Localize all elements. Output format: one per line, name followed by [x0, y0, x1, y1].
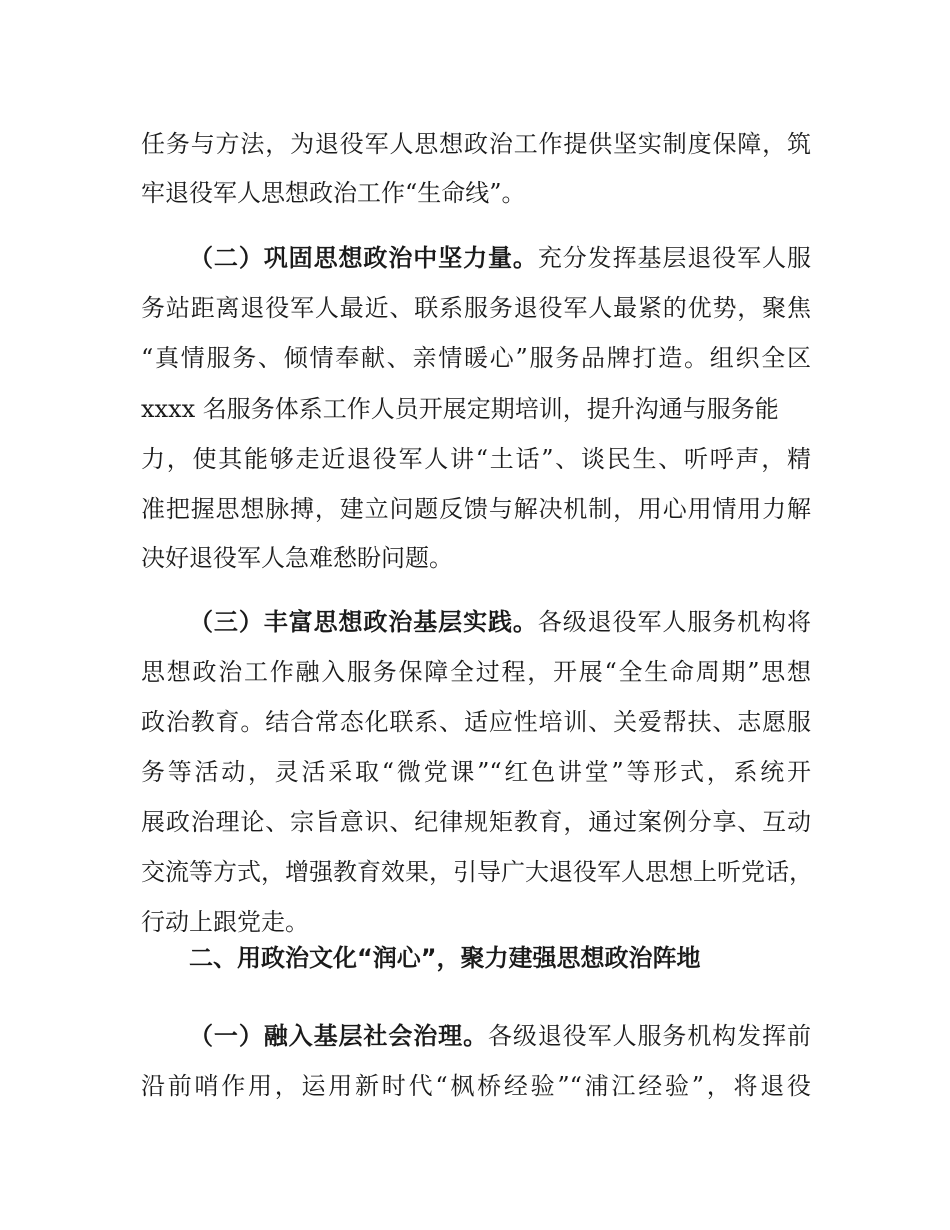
text-line	[189, 607, 811, 637]
paragraph-text: 思想政治工作融入服务保障全过程，开展“全生命周期”思想	[141, 658, 811, 686]
text-line	[141, 857, 811, 887]
text-line	[141, 394, 811, 424]
text-line	[141, 129, 811, 159]
paragraph-lead: （二）巩固思想政治中坚力量。	[189, 244, 538, 272]
paragraph-text: xxxx 名服务体系工作人员开展定期培训，提升沟通与服务能	[141, 395, 779, 423]
text-line	[141, 178, 811, 208]
paragraph-text: 准把握思想脉搏，建立问题反馈与解决机制，用心用情用力解	[141, 495, 811, 523]
paragraph-text: 决好退役军人急难愁盼问题。	[141, 544, 453, 572]
text-line	[141, 293, 811, 323]
paragraph-text: 任务与方法，为退役军人思想政治工作提供坚实制度保障，筑	[141, 130, 811, 158]
text-line	[141, 807, 811, 837]
paragraph-text: “真情服务、倾情奉献、亲情暖心”服务品牌打造。组织全区	[141, 344, 811, 372]
paragraph-text: 展政治理论、宗旨意识、纪律规矩教育，通过案例分享、互动	[141, 808, 811, 836]
text-line	[141, 657, 811, 687]
paragraph-text: 各级退役军人服务机构发挥前	[488, 1022, 811, 1050]
text-line	[141, 494, 811, 524]
paragraph-text: 行动上跟党走。	[141, 908, 309, 936]
paragraph-text: 充分发挥基层退役军人服	[537, 244, 812, 272]
paragraph-text: 牢退役军人思想政治工作“生命线”。	[141, 179, 526, 207]
paragraph-lead: （三）丰富思想政治基层实践。	[189, 608, 538, 636]
paragraph-text: 务等活动，灵活采取“微党课”“红色讲堂”等形式，系统开	[141, 758, 811, 786]
paragraph-text: 沿前哨作用，运用新时代“枫桥经验”“浦江经验”，将退役	[141, 1072, 811, 1100]
paragraph-text: 各级退役军人服务机构将	[537, 608, 812, 636]
paragraph-text: 政治教育。结合常态化联系、适应性培训、关爱帮扶、志愿服	[141, 708, 811, 736]
text-line	[141, 1071, 811, 1101]
section-heading	[189, 943, 811, 973]
text-line	[141, 444, 811, 474]
text-line	[141, 757, 811, 787]
text-line	[141, 343, 811, 373]
text-line	[189, 1021, 811, 1051]
text-line	[141, 907, 811, 937]
paragraph-text: 交流等方式，增强教育效果，引导广大退役军人思想上听党话，	[141, 858, 813, 886]
paragraph-text: 务站距离退役军人最近、联系服务退役军人最紧的优势，聚焦	[141, 294, 811, 322]
paragraph-text: 力，使其能够走近退役军人讲“土话”、谈民生、听呼声，精	[141, 445, 811, 473]
heading-text: 二、用政治文化“润心”，聚力建强思想政治阵地	[189, 944, 701, 972]
text-line	[141, 543, 811, 573]
text-line	[189, 243, 811, 273]
paragraph-lead: （一）融入基层社会治理。	[189, 1022, 488, 1050]
text-line	[141, 707, 811, 737]
